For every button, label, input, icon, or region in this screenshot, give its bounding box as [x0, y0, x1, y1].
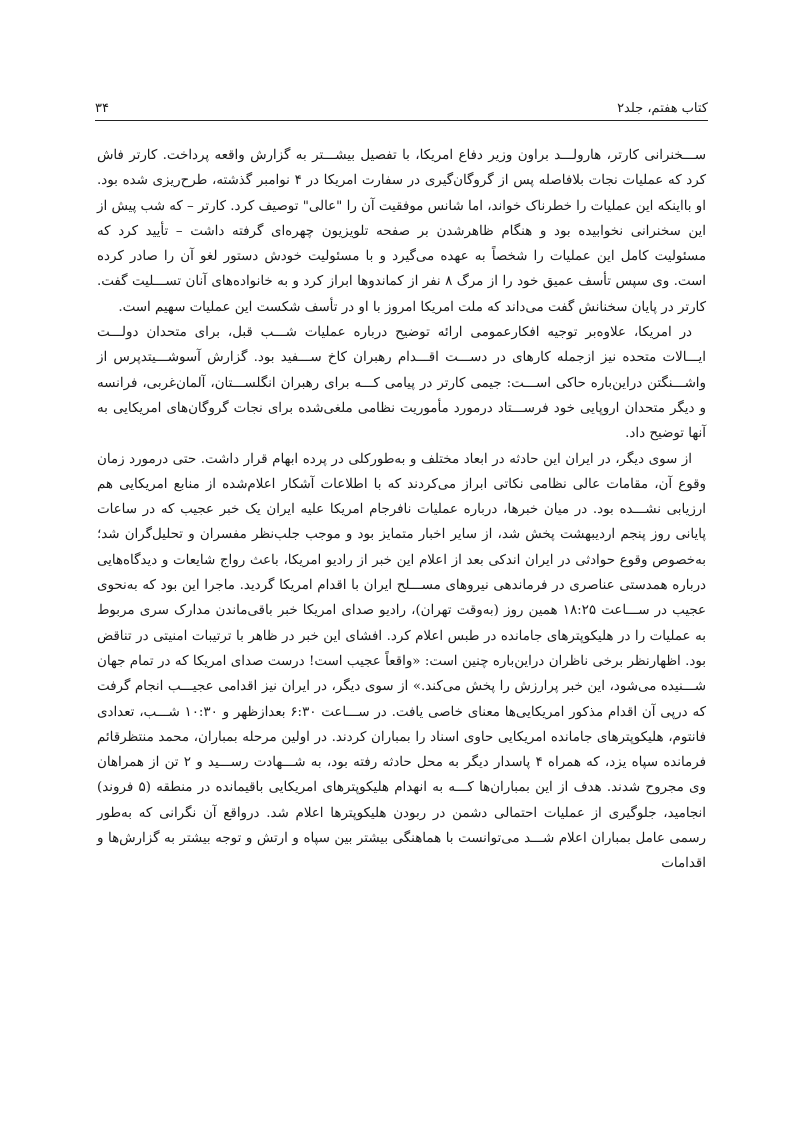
- header-rule: [95, 120, 708, 121]
- page-header: [95, 90, 708, 116]
- paragraph: در امریکا، علاوه‌بر توجیه افکارعمومی ارائه توضیح درباره عملیات شـــب قبل، برای متحدان دولـــت ایـــالات متحده نیز ازجمله کارهای در دســـت اقـــدام رهبران کاخ ســـفید بود. گزارش آسوشـــیتدپرس از واشـــنگتن دراین‌باره حاکی اســـت: جیمی کارتر در پیامی کـــه برای رهبران انگلســـتان، آلمان‌غربی، فرانسه و دیگر متحدان اروپایی خود فرســـتاد درمورد مأموریت نظامی ملغی‌شده برای نجات گروگان‌های امریکایی به آنها توضیح داد.: [97, 325, 706, 442]
- paragraph: از سوی دیگر، در ایران این حادثه در ابعاد مختلف و به‌طورکلی در پرده ابهام قرار داشت. حتی درمورد زمان وقوع آن، مقامات عالی نظامی نکاتی ابراز می‌کردند که با اطلاعات آشکار اعلام‌شده از منابع امریکایی هم ارزیابی نشـــده بود. در میان خبرها، درباره عملیات نافرجام امریکا علیه ایران یک خبر عجیب که در ساعات پایانی روز پنجم اردیبهشت پخش شد، از سایر اخبار متمایز بود و موجب جلب‌نظر مفسران و تحلیل‌گران شد؛ به‌خصوص وقوع حوادثی در ایران اندکی بعد از اعلام این خبر از رادیو امریکا، باعث رواج شایعات و دیدگاه‌هایی درباره همدستی عناصری در فرماندهی نیروهای مســـلح ایران با اقدام امریکا گردید. ماجرا این بود که به‌نحوی عجیب در ســـاعت ۱۸:۲۵ همین روز (به‌وقت تهران)، رادیو صدای امریکا خبر باقی‌ماندن مدارک سری مربوط به عملیات را در هلیکوپترهای جامانده در طبس اعلام کرد. افشای این خبر در ظاهر با ترتیبات امنیتی در تناقض بود. اظهارنظر برخی ناظران دراین‌باره چنین است: «واقعاً عجیب است! درست صدای امریکا که در تمام جهان شـــنیده می‌شود، این خبر پرارزش را پخش می‌کند.» از سوی دیگر، در ایران نیز اقدامی عجیـــب انجام گرفت که درپی آن اقدام مذکور امریکایی‌ها معنای خاصی یافت. در ســـاعت ۶:۳۰ بعدازظهر و ۱۰:۳۰ شـــب، تعدادی فانتوم، هلیکوپترهای جامانده امریکایی حاوی اسناد را بمباران کردند. در اولین مرحله بمباران، محمد منتظرقائم فرمانده سپاه یزد، که همراه ۴ پاسدار دیگر به محل حادثه رفته بود، به شـــهادت رســـید و ۲ تن از همراهان وی مجروح شدند. هدف از این بمباران‌ها کـــه به انهدام هلیکوپترهای امریکایی باقیمانده در منطقه (۵ فروند) انجامید، جلوگیری از عملیات احتمالی دشمن در ربودن هلیکوپترها اعلام شد. درواقع آن نگرانی که به‌طور رسمی عامل بمباران اعلام شـــد می‌توانست با هماهنگی بیشتر بین سپاه و ارتش و توجه بیشتر به گزارش‌ها و اقدامات: [97, 451, 707, 872]
- paragraph: ســـخنرانی کارتر، هارولـــد براون وزیر دفاع امریکا، با تفصیل بیشـــتر به گزارش واقعه پرداخت. کارتر فاش کرد که عملیات نجات بلافاصله پس از گروگان‌گیری در سفارت امریکا در ۴ نوامبر گذشته، طرح‌ریزی شده بود. او بااینکه این عملیات را خطرناک خواند، اما شانس موفقیت آن را "عالی" توصیف کرد. کارتر – که شب پیش از این سخنرانی نخوابیده بود و هنگام ظاهرشدن بر صفحه تلویزیون چهره‌ای گرفته داشت – تأیید کرد که مسئولیت کامل این عملیات را شخصاً به عهده می‌گیرد و با مسئولیت خودش دستور لغو آن را صادر کرده است. وی سپس تأسف عمیق خود را از مرگ ۸ نفر از کماندوها ابراز کرد و به خانواده‌های آنان تســـلیت گفت. کارتر در پایان سخنانش گفت می‌داند که ملت امریکا امروز با او در تأسف شکست این عملیات سهیم است.: [97, 148, 707, 315]
- body-text: [97, 143, 706, 877]
- running-title: کتاب هفتم، جلد۲: [617, 101, 708, 116]
- page-number: ۳۴: [95, 101, 109, 116]
